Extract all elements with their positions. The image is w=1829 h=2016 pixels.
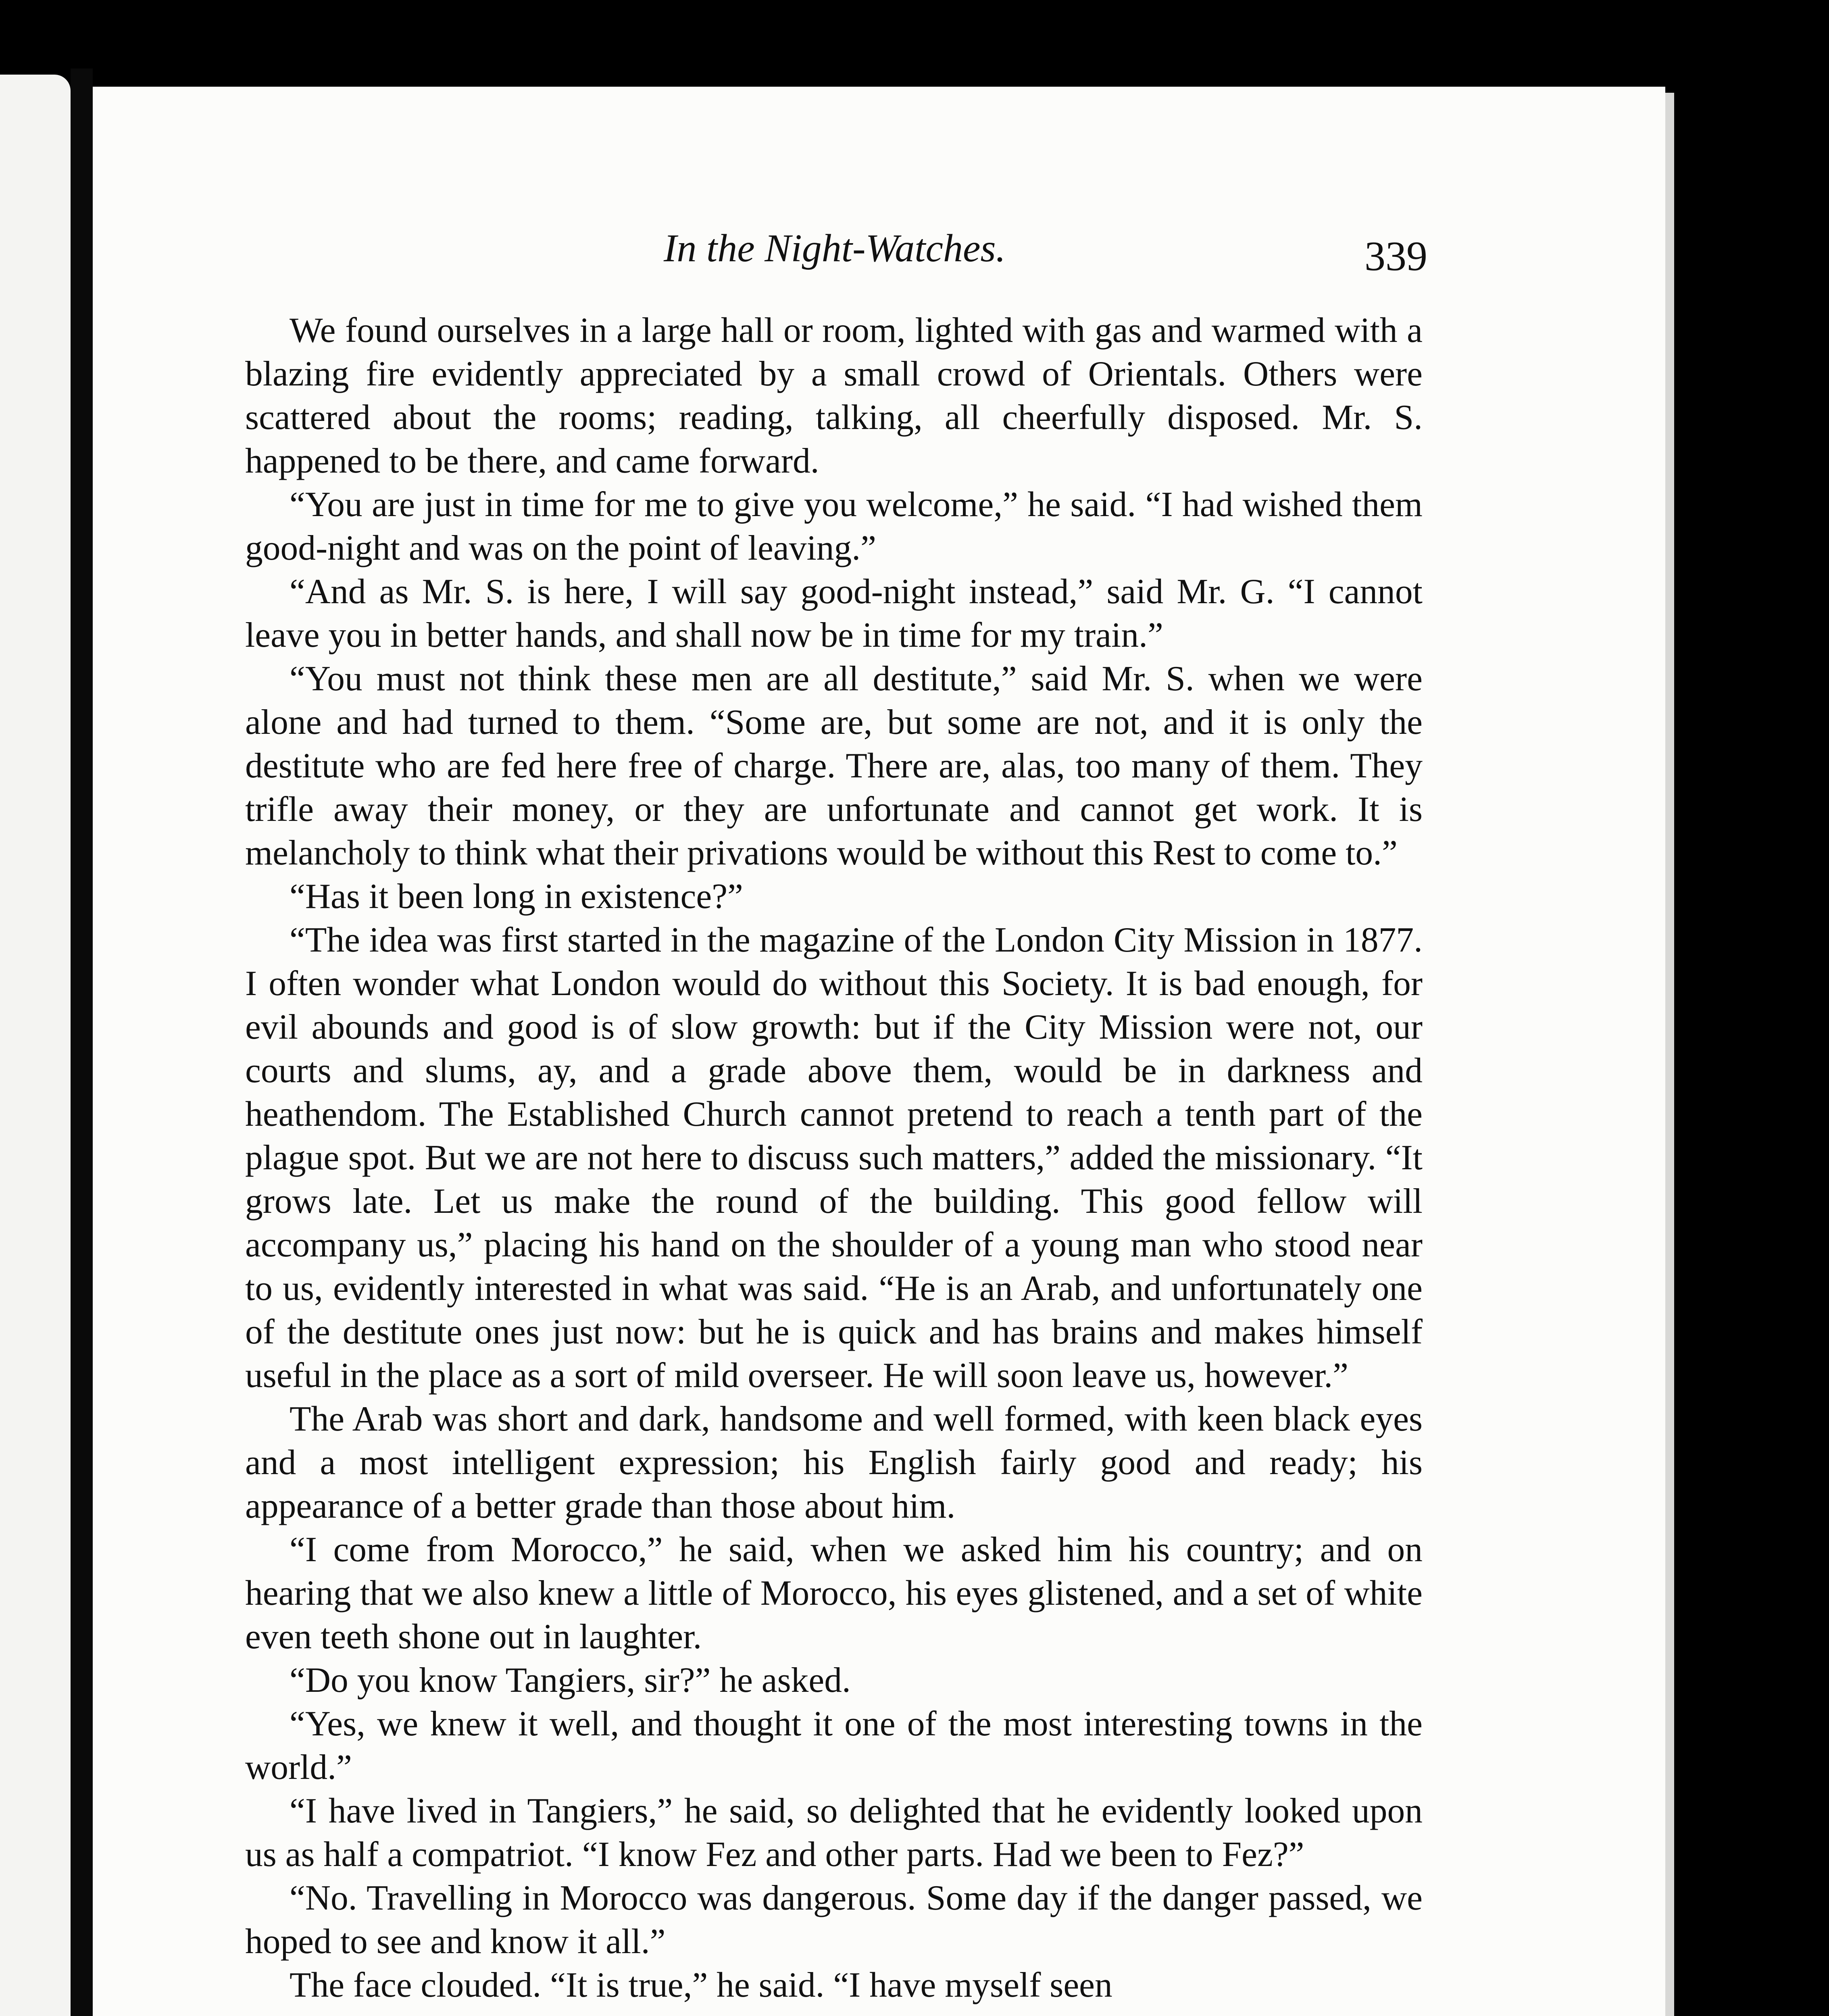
paragraph: The face clouded. “It is true,” he said. “I have myself seen	[290, 1965, 1112, 2004]
paragraph: “No. Travelling in Morocco was dangerous. Some day if the danger passed, we hoped to see and know it all.”	[245, 1878, 1423, 1961]
page-number: 339	[1364, 233, 1427, 279]
paragraph: We found ourselves in a large hall or room, lighted with gas and warmed with a blazing fire evidently appreciated by a small crowd of Orientals. Others were scattered about the rooms; reading, talking, all cheerfully disposed. Mr. S. happened to be there, and came forward.	[245, 310, 1423, 480]
paragraph: The Arab was short and dark, handsome and well formed, with keen black eyes and a most intelligent expression; his English fairly good and ready; his appearance of a better grade than those about him.	[245, 1399, 1423, 1525]
paragraph: “I have lived in Tangiers,” he said, so delighted that he evidently looked upon us as half a compatriot. “I know Fez and other parts. Had we been to Fez?”	[245, 1791, 1423, 1874]
page-edge-shadow	[1665, 93, 1674, 2016]
paragraph: “You must not think these men are all destitute,” said Mr. S. when we were alone and had turned to them. “Some are, but some are not, and it is only the destitute who are fed here free of charge. There are, alas, too many of them. They trifle away their money, or they are unfortunate and cannot get work. It is melancholy to think what their privations would be without this Rest to come to.”	[245, 659, 1423, 872]
paragraph: “Yes, we knew it well, and thought it one of the most interesting towns in the world.”	[245, 1704, 1423, 1787]
paragraph: “Has it been long in existence?”	[290, 877, 743, 916]
page-header	[242, 226, 1427, 282]
left-page-edge	[0, 75, 71, 2016]
paragraph: “You are just in time for me to give you welcome,” he said. “I had wished them good-night and was on the point of leaving.”	[245, 485, 1423, 567]
running-title: In the Night-Watches.	[663, 227, 1006, 270]
paragraph: “The idea was first started in the magazine of the London City Mission in 1877. I often wonder what London would do without this Society. It is bad enough, for evil abounds and good is of slow growth: but if the City Mission were not, our courts and slums, ay, and a grade above them, would be in darkness and heathendom. The Established Church cannot pretend to reach a tenth part of the plague spot. But we are not here to discuss such matters,” added the missionary. “It grows late. Let us make the round of the building. This good fellow will accompany us,” placing his hand on the shoulder of a young man who stood near to us, evidently interested in what was said. “He is an Arab, and unfortunately one of the destitute ones just now: but he is quick and has brains and makes himself useful in the place as a sort of mild overseer. He will soon leave us, however.”	[245, 920, 1423, 1395]
paragraph: “Do you know Tangiers, sir?” he asked.	[290, 1660, 851, 1699]
paragraph: “And as Mr. S. is here, I will say good-night instead,” said Mr. G. “I cannot leave you in better hands, and shall now be in time for my train.”	[245, 572, 1423, 654]
book-gutter	[71, 69, 93, 2016]
body-text	[245, 308, 1423, 2007]
paragraph: “I come from Morocco,” he said, when we asked him his country; and on hearing that we also knew a little of Morocco, his eyes glistened, and a set of white even teeth shone out in laughter.	[245, 1530, 1423, 1656]
